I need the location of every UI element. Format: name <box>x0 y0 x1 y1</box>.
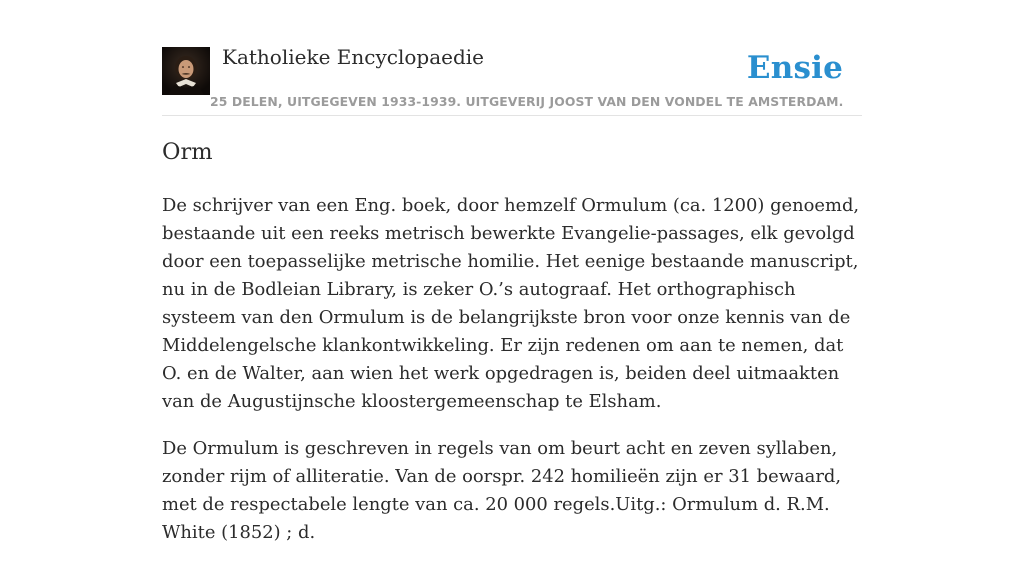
ensie-logo-link[interactable]: Ensie <box>746 50 843 86</box>
article-body <box>162 192 862 566</box>
article-title: Orm <box>162 139 213 165</box>
content-column <box>162 0 862 543</box>
site-header <box>162 0 862 116</box>
article-paragraph: De schrijver van een Eng. boek, door hemzelf Ormulum (ca. 1200) genoemd, bestaande uit een reeks metrisch bewerkte Evangelie-passages, elk gevolgd door een toepasselijke metrische homilie. Het eenige bestaande manuscript, nu in de Bodleian Library, is zeker O.’s autograaf. Het orthographisch systeem van den Ormulum is de belangrijkste bron voor onze kennis van de Middelengelsche klankontwikkeling. Er zijn redenen om aan te nemen, dat O. en de Walter, aan wien het werk opgedragen is, beiden deel uitmaakten van de Augustijnsche kloostergemeenschap te Elsham. <box>162 195 860 412</box>
publication-subtitle: 25 DELEN, UITGEGEVEN 1933-1939. UITGEVERIJ JOOST VAN DEN VONDEL TE AMSTERDAM. <box>210 94 844 109</box>
publication-title[interactable]: Katholieke Encyclopaedie <box>222 45 484 69</box>
portrait-avatar-icon[interactable] <box>162 47 210 95</box>
article-paragraph: De Ormulum is geschreven in regels van om beurt acht en zeven syllaben, zonder rijm of alliteratie. Van de oorspr. 242 homilieën zijn er 31 bewaard, met de respectabele lengte van ca. 20 000 regels.Uitg.: Ormulum d. R.M. White (1852) ; d. <box>162 438 842 543</box>
